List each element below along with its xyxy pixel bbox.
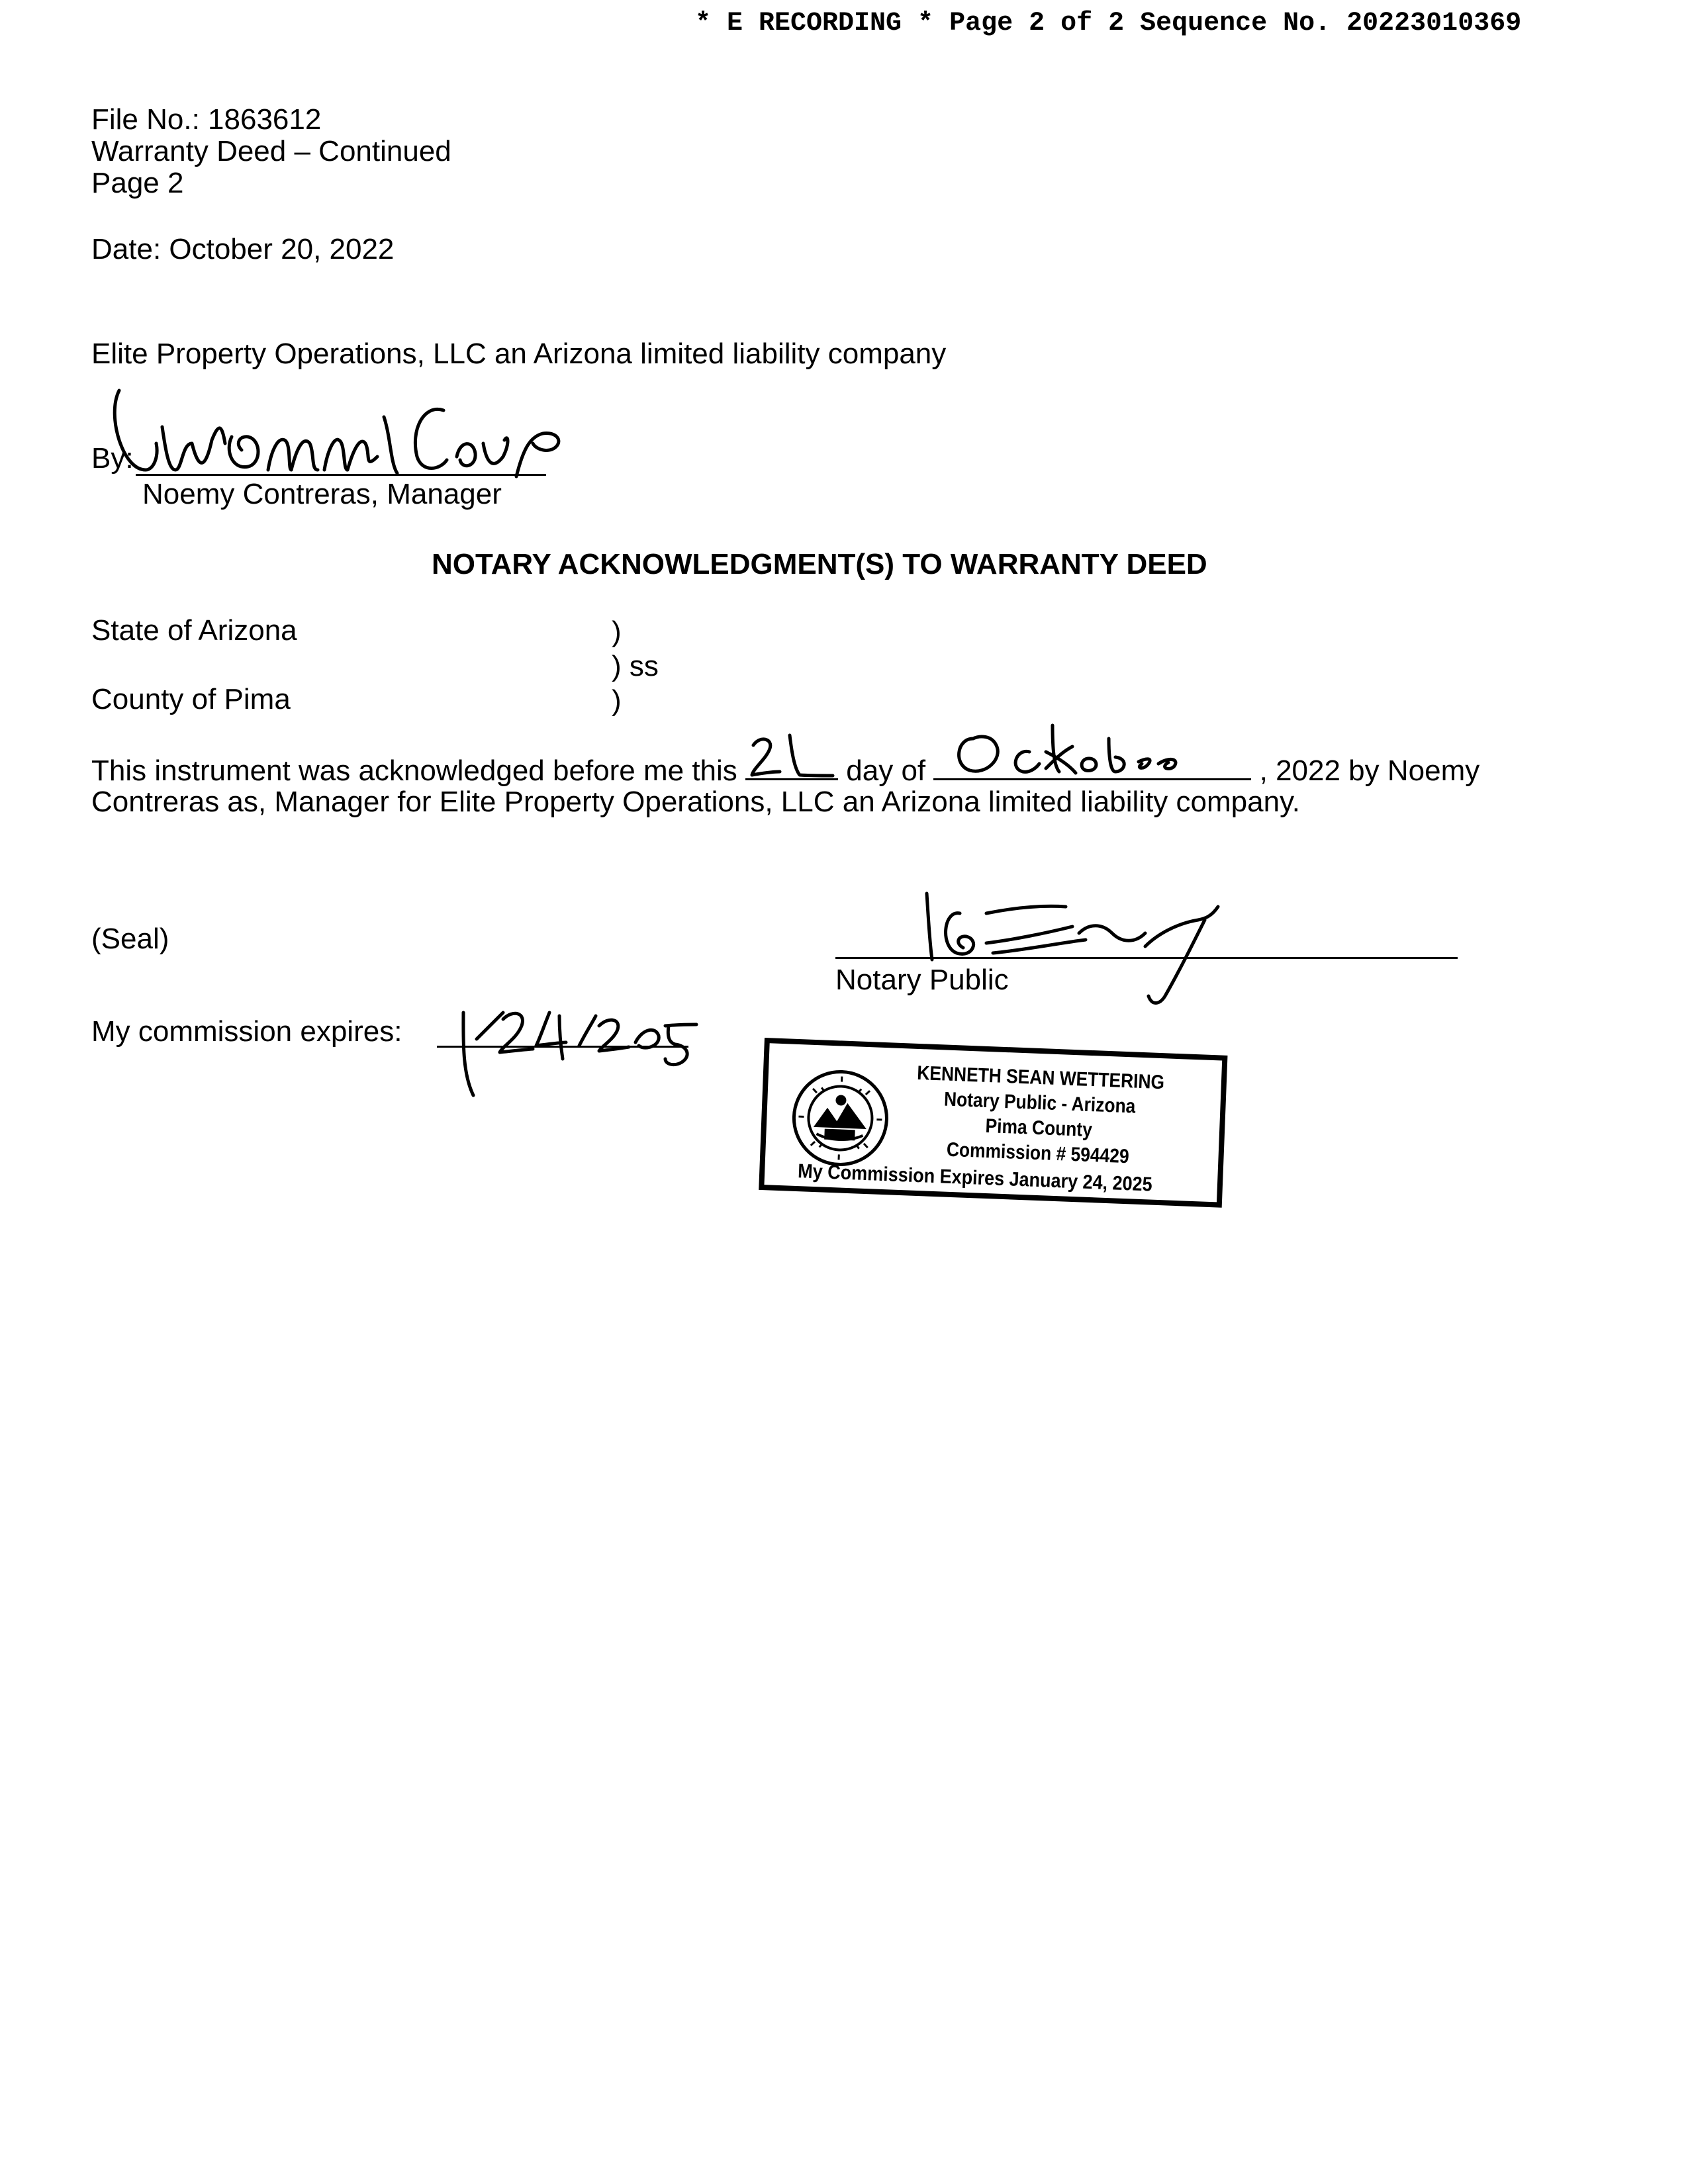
deed-date: Date: October 20, 2022 xyxy=(91,233,395,265)
page-number: Page 2 xyxy=(91,167,184,199)
ack-text-before-day: This instrument was acknowledged before me this xyxy=(91,754,737,787)
acknowledgment-line-2: Contreras as, Manager for Elite Property Operations, LLC an Arizona limited liability company. xyxy=(91,786,1301,818)
venue-county: County of Pima xyxy=(91,683,291,715)
notary-signature xyxy=(914,887,1258,1019)
notary-heading: NOTARY ACKNOWLEDGMENT(S) TO WARRANTY DEED xyxy=(432,548,1207,580)
document-title: Warranty Deed – Continued xyxy=(91,135,451,167)
acknowledgment-line-1 xyxy=(91,752,1479,787)
state-seal-icon xyxy=(789,1067,892,1170)
recording-header: * E RECORDING * Page 2 of 2 Sequence No. 20223010369 xyxy=(695,9,1522,38)
stamp-notary-title: Notary Public - Arizona xyxy=(943,1088,1136,1118)
commission-date-handwritten xyxy=(437,999,702,1105)
venue-paren-bottom: ) xyxy=(612,684,622,717)
by-label: By: xyxy=(91,442,134,475)
commission-expires-label: My commission expires: xyxy=(91,1015,402,1048)
ack-day-handwritten xyxy=(747,732,839,785)
ack-day-blank xyxy=(745,752,838,780)
stamp-commission-number: Commission # 594429 xyxy=(946,1138,1130,1168)
grantor-company: Elite Property Operations, LLC an Arizona limited liability company xyxy=(91,338,947,370)
ack-text-day-of: day of xyxy=(846,754,926,787)
ack-month-blank xyxy=(933,752,1251,780)
venue-state: State of Arizona xyxy=(91,614,297,647)
notary-stamp xyxy=(759,1038,1227,1208)
stamp-notary-name: KENNETH SEAN WETTERING xyxy=(916,1062,1165,1094)
grantor-signer-name: Noemy Contreras, Manager xyxy=(142,478,502,510)
notary-public-label: Notary Public xyxy=(835,964,1009,996)
stamp-county: Pima County xyxy=(985,1115,1093,1142)
seal-label: (Seal) xyxy=(91,923,169,955)
stamp-expiration: My Commission Expires January 24, 2025 xyxy=(797,1160,1153,1196)
venue-paren-top: ) xyxy=(612,615,622,648)
ack-text-after-month: , 2022 by Noemy xyxy=(1259,754,1480,787)
ack-month-handwritten xyxy=(947,712,1211,785)
file-number: File No.: 1863612 xyxy=(91,103,322,136)
venue-ss: ) ss xyxy=(612,650,659,682)
